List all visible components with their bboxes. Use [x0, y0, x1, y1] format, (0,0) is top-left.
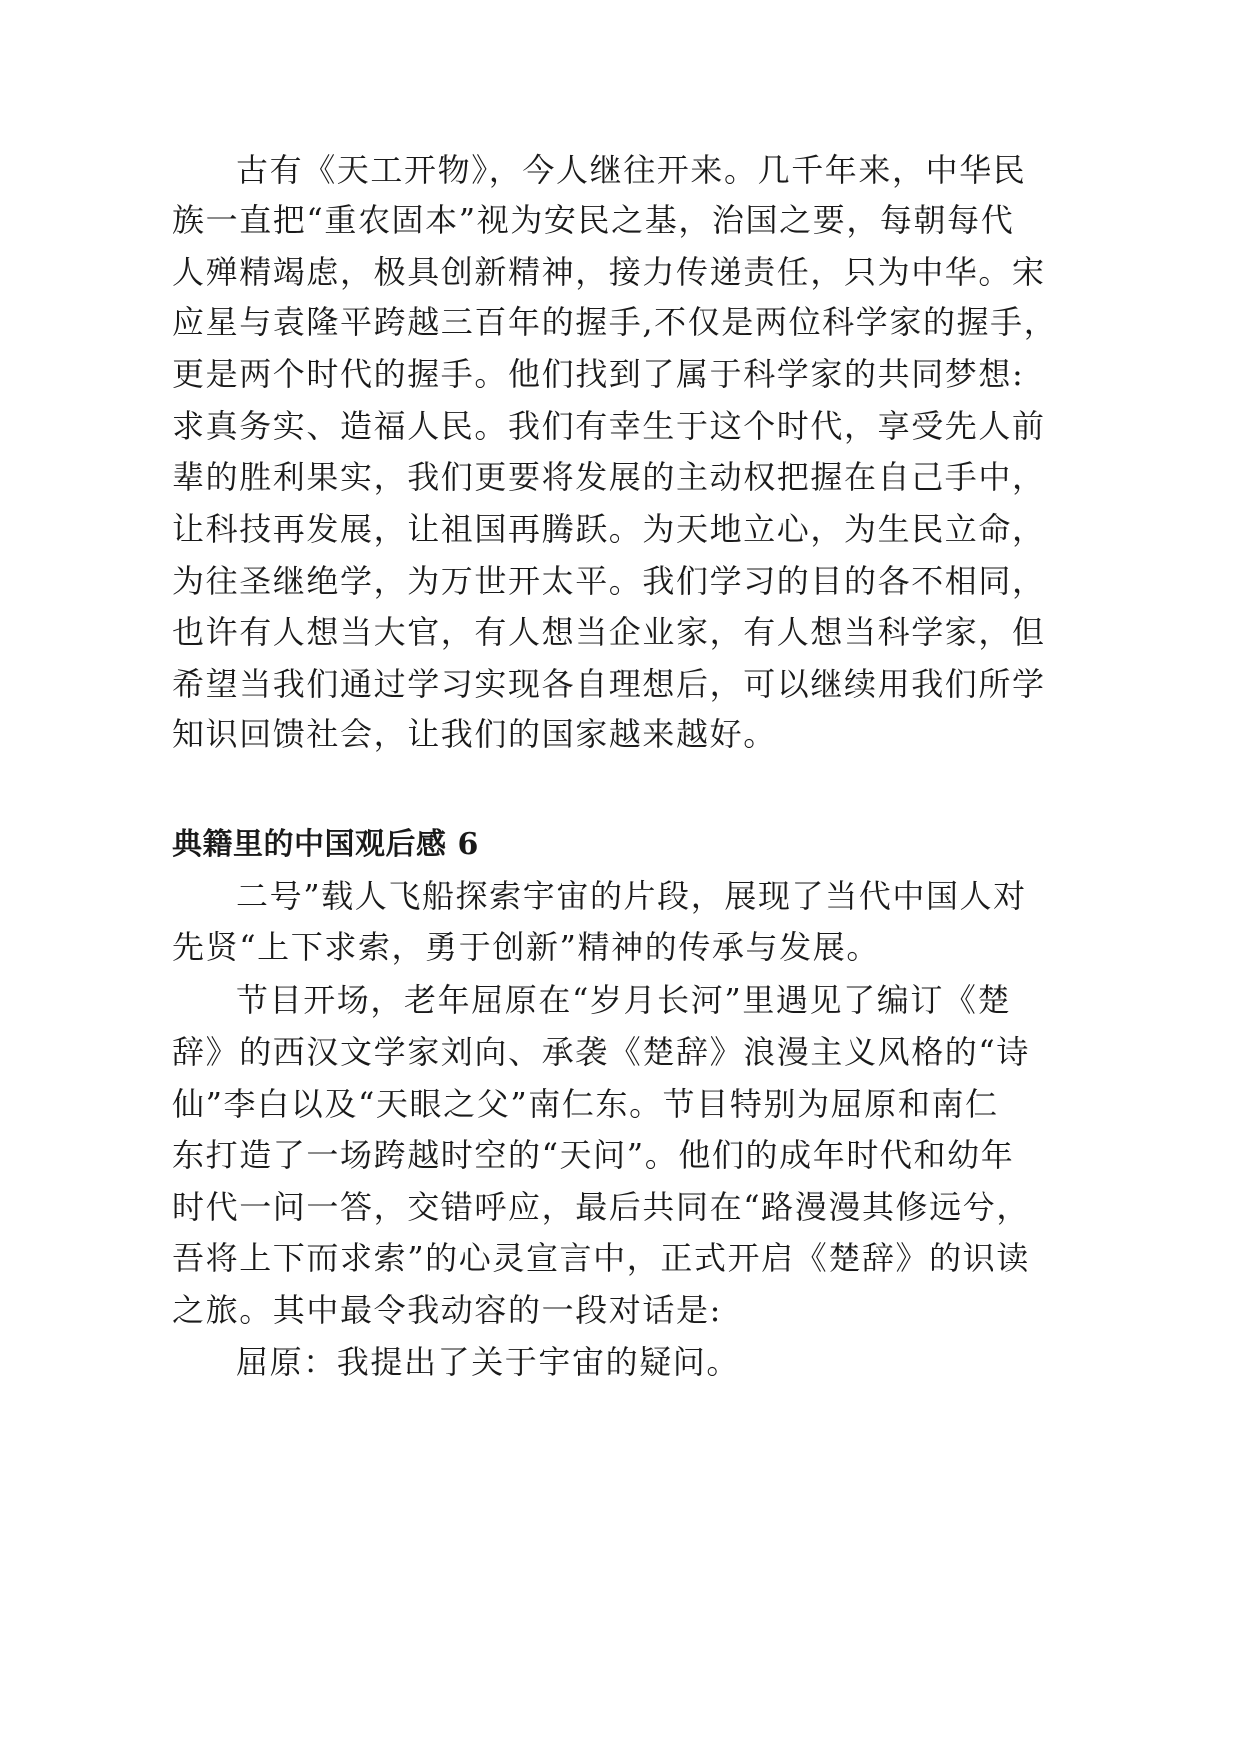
- text-line: 知识回馈社会，让我们的国家越来越好。: [172, 715, 777, 753]
- text-line: 时代一问一答，交错呼应，最后共同在“路漫漫其修远兮，: [172, 1188, 1030, 1226]
- text-line: 更是两个时代的握手。他们找到了属于科学家的共同梦想:: [172, 355, 1025, 393]
- text-line: 求真务实、造福人民。我们有幸生于这个时代，享受先人前: [172, 407, 1046, 445]
- text-line: 之旅。其中最令我动容的一段对话是:: [172, 1291, 722, 1329]
- text-line: 应星与袁隆平跨越三百年的握手,不仅是两位科学家的握手，: [172, 303, 1058, 341]
- text-line: 古有《天工开物》，今人继往开来。几千年来，中华民: [236, 151, 1027, 189]
- text-line: 辈的胜利果实，我们更要将发展的主动权把握在自己手中，: [172, 458, 1046, 496]
- text-line: 人殚精竭虑，极具创新精神，接力传递责任，只为中华。宋: [172, 253, 1046, 291]
- text-line: 为往圣继绝学，为万世开太平。我们学习的目的各不相同，: [172, 562, 1046, 600]
- text-line: 辞》的西汉文学家刘向、承袭《楚辞》浪漫主义风格的“诗: [172, 1033, 1030, 1071]
- text-line: 让科技再发展，让祖国再腾跃。为天地立心，为生民立命，: [172, 510, 1046, 548]
- text-line: 二号”载人飞船探索宇宙的片段，展现了当代中国人对: [236, 877, 1027, 915]
- text-line: 族一直把“重农固本”视为安民之基，治国之要，每朝每代: [172, 201, 1015, 239]
- text-line: 屈原：我提出了关于宇宙的疑问。: [236, 1343, 741, 1381]
- text-line: 希望当我们通过学习实现各自理想后，可以继续用我们所学: [172, 665, 1046, 703]
- text-line: 东打造了一场跨越时空的“天问”。他们的成年时代和幼年: [172, 1136, 1015, 1174]
- text-line: 也许有人想当大官，有人想当企业家，有人想当科学家，但: [172, 613, 1046, 651]
- section-title: 典籍里的中国观后感 6: [172, 827, 479, 862]
- text-line: 吾将上下而求索”的心灵宣言中，正式开启《楚辞》的识读: [172, 1239, 1030, 1277]
- text-line: 先贤“上下求索，勇于创新”精神的传承与发展。: [172, 928, 880, 966]
- text-line: 节目开场，老年屈原在“岁月长河”里遇见了编订《楚: [236, 981, 1012, 1019]
- text-line: 仙”李白以及“天眼之父”南仁东。节目特别为屈原和南仁: [172, 1085, 999, 1123]
